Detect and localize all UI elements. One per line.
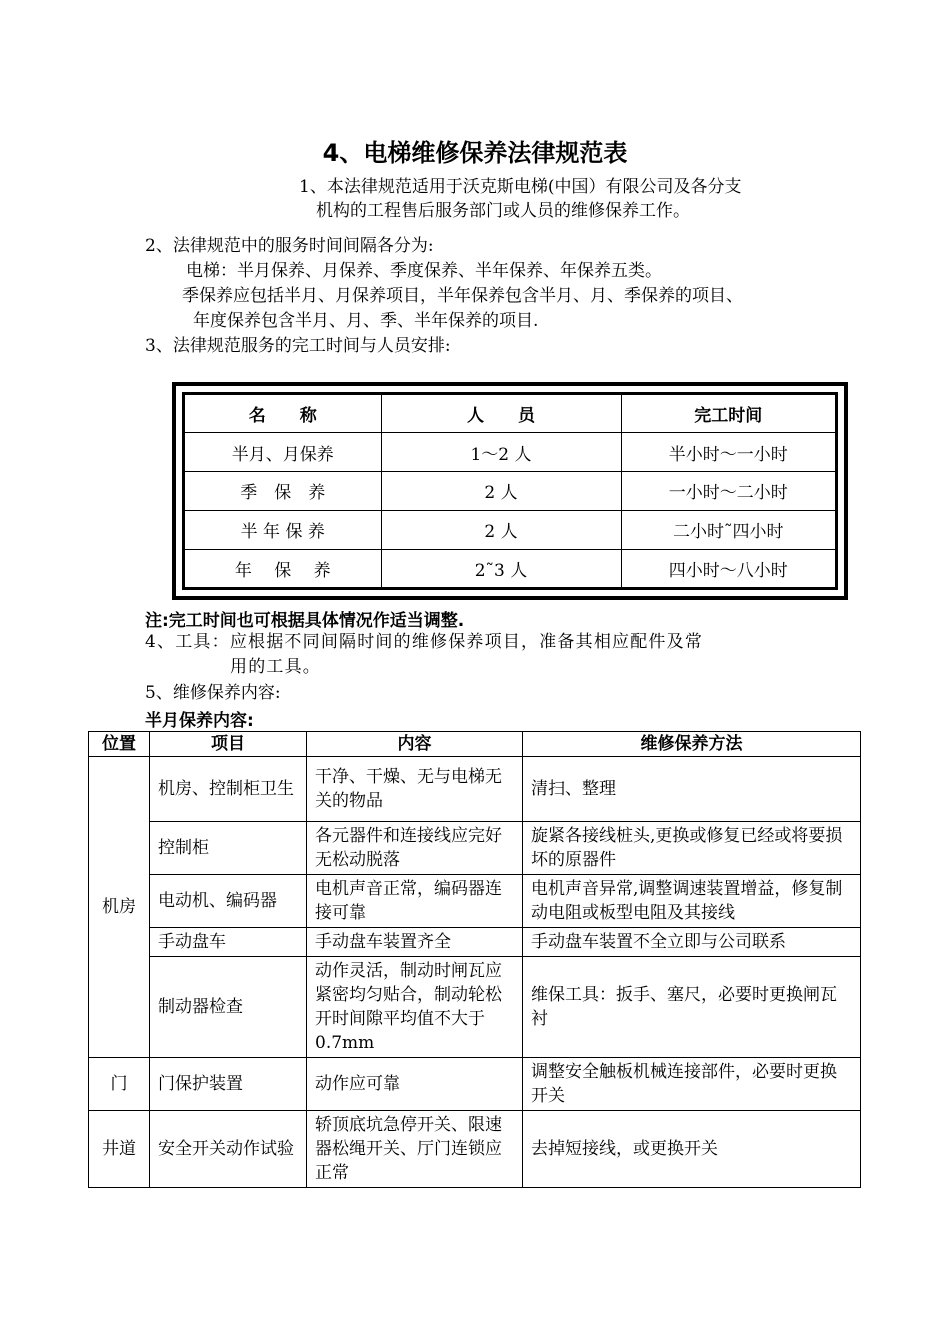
cell-name: 季 保 养 xyxy=(185,472,381,511)
para-4-line-1: 4、工具：应根据不同间隔时间的维修保养项目，准备其相应配件及常 xyxy=(145,632,704,652)
header-method: 维修保养方法 xyxy=(523,732,861,757)
cell-item: 手动盘车 xyxy=(150,928,307,957)
time-table xyxy=(185,395,835,587)
cell-item: 电动机、编码器 xyxy=(150,875,307,928)
time-table-inner-frame xyxy=(182,392,838,590)
cell-item: 控制柜 xyxy=(150,822,307,875)
cell-item: 安全开关动作试验 xyxy=(150,1111,307,1188)
cell-content: 动作应可靠 xyxy=(307,1058,523,1111)
header-item: 项目 xyxy=(150,732,307,757)
cell-method: 维保工具：扳手、塞尺，必要时更换闸瓦衬 xyxy=(523,957,861,1058)
para-5: 5、维修保养内容: xyxy=(145,683,281,703)
table-row xyxy=(185,433,835,472)
cell-method: 调整安全触板机械连接部件，必要时更换开关 xyxy=(523,1058,861,1111)
table-row xyxy=(185,472,835,511)
time-table-header xyxy=(185,395,835,433)
section-title: 半月保养内容: xyxy=(145,711,254,731)
cell-staff: 1～2 人 xyxy=(381,433,621,472)
table-row xyxy=(89,957,861,1058)
cell-content: 各元器件和连接线应完好无松动脱落 xyxy=(307,822,523,875)
cell-name: 半月、月保养 xyxy=(185,433,381,472)
maintenance-table xyxy=(88,731,861,1188)
table-row xyxy=(89,822,861,875)
cell-content: 电机声音正常，编码器连接可靠 xyxy=(307,875,523,928)
header-duration: 完工时间 xyxy=(621,395,835,433)
cell-name: 年 保 养 xyxy=(185,549,381,587)
cell-content: 动作灵活，制动时闸瓦应紧密均匀贴合，制动轮松开时间隙平均值不大于 0.7mm xyxy=(307,957,523,1058)
cell-staff: 2˜3 人 xyxy=(381,549,621,587)
location-door: 门 xyxy=(89,1058,150,1111)
cell-duration: 一小时～二小时 xyxy=(621,472,835,511)
cell-item: 门保护装置 xyxy=(150,1058,307,1111)
table-row xyxy=(89,1058,861,1111)
header-name: 名 称 xyxy=(185,395,381,433)
location-shaft: 井道 xyxy=(89,1111,150,1188)
para-2-line-1: 2、法律规范中的服务时间间隔各分为: xyxy=(145,236,434,256)
para-3: 3、法律规范服务的完工时间与人员安排: xyxy=(145,336,451,356)
cell-duration: 半小时～一小时 xyxy=(621,433,835,472)
location-machine-room: 机房 xyxy=(89,757,150,1058)
cell-content: 轿顶底坑急停开关、限速器松绳开关、厅门连锁应正常 xyxy=(307,1111,523,1188)
table-row xyxy=(89,875,861,928)
table-row xyxy=(185,549,835,587)
para-1-line-2: 机构的工程售后服务部门或人员的维修保养工作。 xyxy=(316,201,690,221)
cell-item: 制动器检查 xyxy=(150,957,307,1058)
cell-duration: 四小时～八小时 xyxy=(621,549,835,587)
para-1-line-1: 1、本法律规范适用于沃克斯电梯(中国）有限公司及各分支 xyxy=(299,177,742,197)
para-2-line-4: 年度保养包含半月、月、季、半年保养的项目. xyxy=(193,311,539,331)
time-table-frame xyxy=(172,382,848,600)
cell-content: 干净、干燥、无与电梯无关的物品 xyxy=(307,757,523,822)
table-row xyxy=(185,510,835,549)
cell-staff: 2 人 xyxy=(381,510,621,549)
cell-staff: 2 人 xyxy=(381,472,621,511)
cell-item: 机房、控制柜卫生 xyxy=(150,757,307,822)
cell-method: 清扫、整理 xyxy=(523,757,861,822)
para-2-line-2: 电梯：半月保养、月保养、季度保养、半年保养、年保养五类。 xyxy=(186,261,662,281)
maintenance-table-header xyxy=(89,732,861,757)
cell-name: 半 年 保 养 xyxy=(185,510,381,549)
para-2-line-3: 季保养应包括半月、月保养项目，半年保养包含半月、月、季保养的项目、 xyxy=(182,286,743,306)
table-row xyxy=(89,928,861,957)
para-4-line-2: 用的工具。 xyxy=(230,657,321,677)
cell-method: 去掉短接线，或更换开关 xyxy=(523,1111,861,1188)
cell-method: 手动盘车装置不全立即与公司联系 xyxy=(523,928,861,957)
header-content: 内容 xyxy=(307,732,523,757)
table-row xyxy=(89,1111,861,1188)
header-location: 位置 xyxy=(89,732,150,757)
page-title: 4、电梯维修保养法律规范表 xyxy=(322,139,628,167)
cell-duration: 二小时˜四小时 xyxy=(621,510,835,549)
cell-method: 电机声音异常,调整调速装置增益，修复制动电阻或板型电阻及其接线 xyxy=(523,875,861,928)
cell-content: 手动盘车装置齐全 xyxy=(307,928,523,957)
table-row xyxy=(89,757,861,822)
cell-method: 旋紧各接线桩头,更换或修复已经或将要损坏的原器件 xyxy=(523,822,861,875)
header-staff: 人 员 xyxy=(381,395,621,433)
note: 注:完工时间也可根据具体情况作适当调整. xyxy=(145,611,465,631)
